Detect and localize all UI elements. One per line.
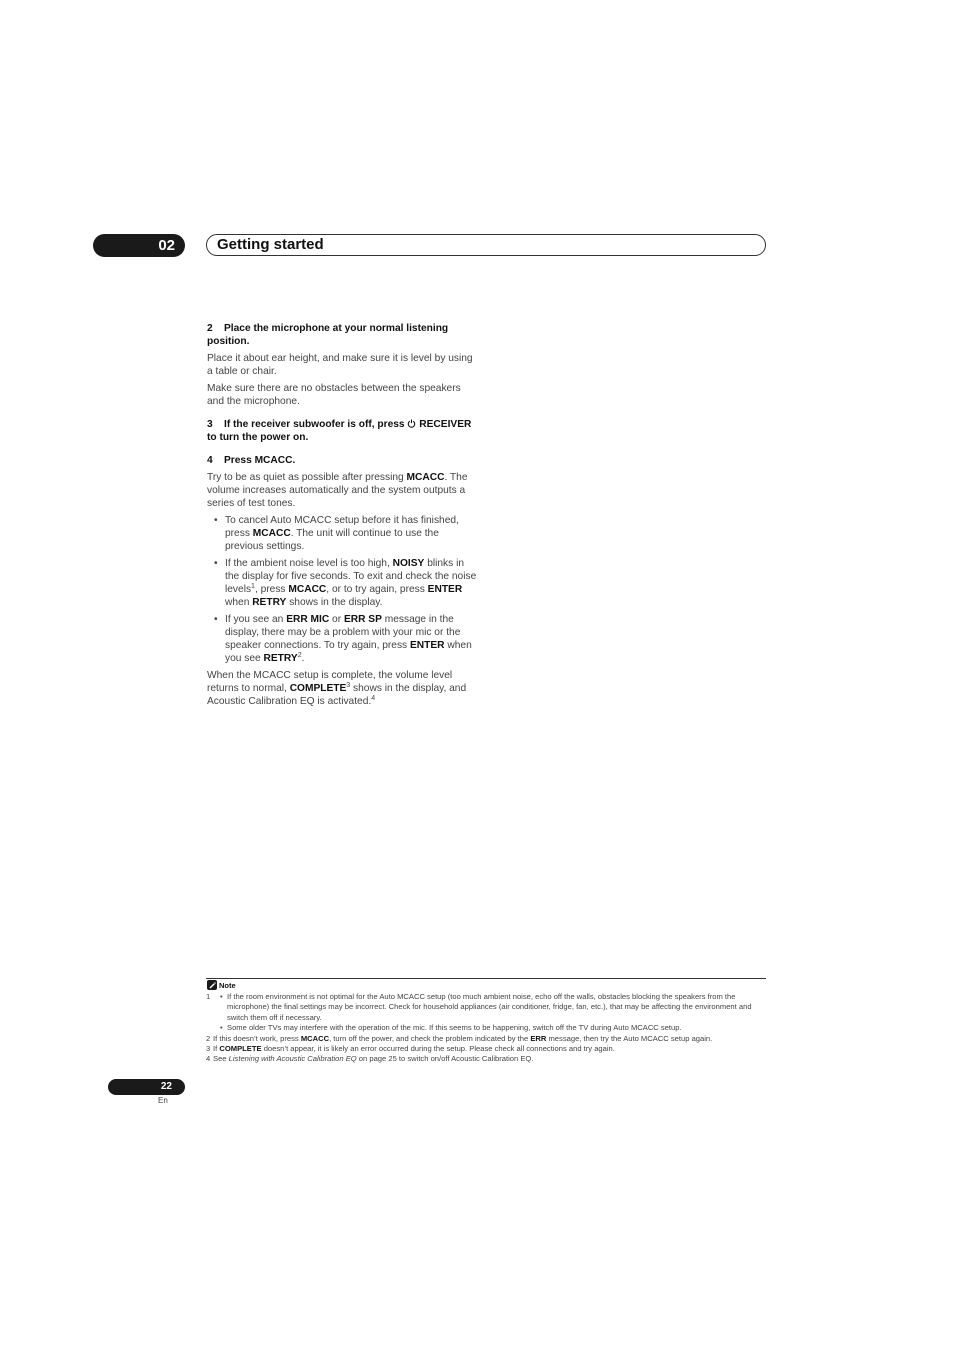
note-icon <box>207 980 217 990</box>
receiver-button-label: RECEIVER <box>419 419 472 430</box>
step-2-paragraph-2: Make sure there are no obstacles between the speakers and the microphone. <box>207 383 461 407</box>
step-4-heading: 4 Press MCACC. <box>207 455 296 466</box>
main-column <box>207 322 477 712</box>
step-4-intro: Try to be as quiet as possible after pressing MCACC. The volume increases automatically and the system outputs a series of test tones. <box>207 472 468 509</box>
step-2-heading: 2 Place the microphone at your normal listening position. <box>207 323 449 347</box>
step-4-bullet-list <box>207 514 477 665</box>
step-2-paragraph-1: Place it about ear height, and make sure it is level by using a table or chair. <box>207 353 473 377</box>
footnote-2: 2 If this doesn’t work, press MCACC, turn off the power, and check the problem indicated by the ERR message, then try the Auto MCACC setup again. <box>206 1033 713 1043</box>
footnote-4: 4 See Listening with Acoustic Calibration EQ on page 25 to switch on/off Acoustic Calibration EQ. <box>206 1054 534 1064</box>
footnote-3: 3 If COMPLETE doesn’t appear, it is likely an error occurred during the setup. Please check all connections and try again. <box>206 1044 615 1054</box>
chapter-title-bar <box>206 234 766 256</box>
footnote-1: 1 • If the room environment is not optimal for the Auto MCACC setup (too much ambient noise, echo off the walls, obstacles blocking the speakers from the microphone) the final settings may be incorrect. Check for household appliances (air conditioner, fridge, fan, etc.), that may be affecting the environment and switch them off if necessary. • Some older TVs may interfere with the operation of the mic. If this seems to be happening, switch off the TV during Auto MCACC setup. <box>206 992 768 1034</box>
step-3-heading: 3 If the receiver subwoofer is off, press RECEIVER to turn the power on. <box>207 419 472 443</box>
power-icon <box>407 419 416 428</box>
language-code: En <box>158 1096 168 1105</box>
list-item: • If you see an ERR MIC or ERR SP message in the display, there may be a problem with your mic or the speaker connections. To try again, press ENTER when you see RETRY$^2$. <box>207 613 477 665</box>
footnotes <box>206 992 768 1065</box>
list-item: • If the ambient noise level is too high, NOISY blinks in the display for five seconds. To exit and check the noise levels$^1$, press MCACC, or to try again, press ENTER when RETRY shows in the display. <box>207 557 477 609</box>
notes-heading: Note <box>207 980 236 990</box>
list-item: • To cancel Auto MCACC setup before it has finished, press MCACC. The unit will continue to use the previous settings. <box>207 514 477 553</box>
step-4-outro: When the MCACC setup is complete, the volume level returns to normal, COMPLETE$^3$ shows in the display, and Acoustic Calibration EQ is activated.$^4$ <box>207 670 467 707</box>
page-number: 22 <box>108 1079 185 1095</box>
page-title: Getting started <box>217 236 324 253</box>
chapter-number-badge: 02 <box>93 234 185 257</box>
notes-divider <box>206 978 766 979</box>
